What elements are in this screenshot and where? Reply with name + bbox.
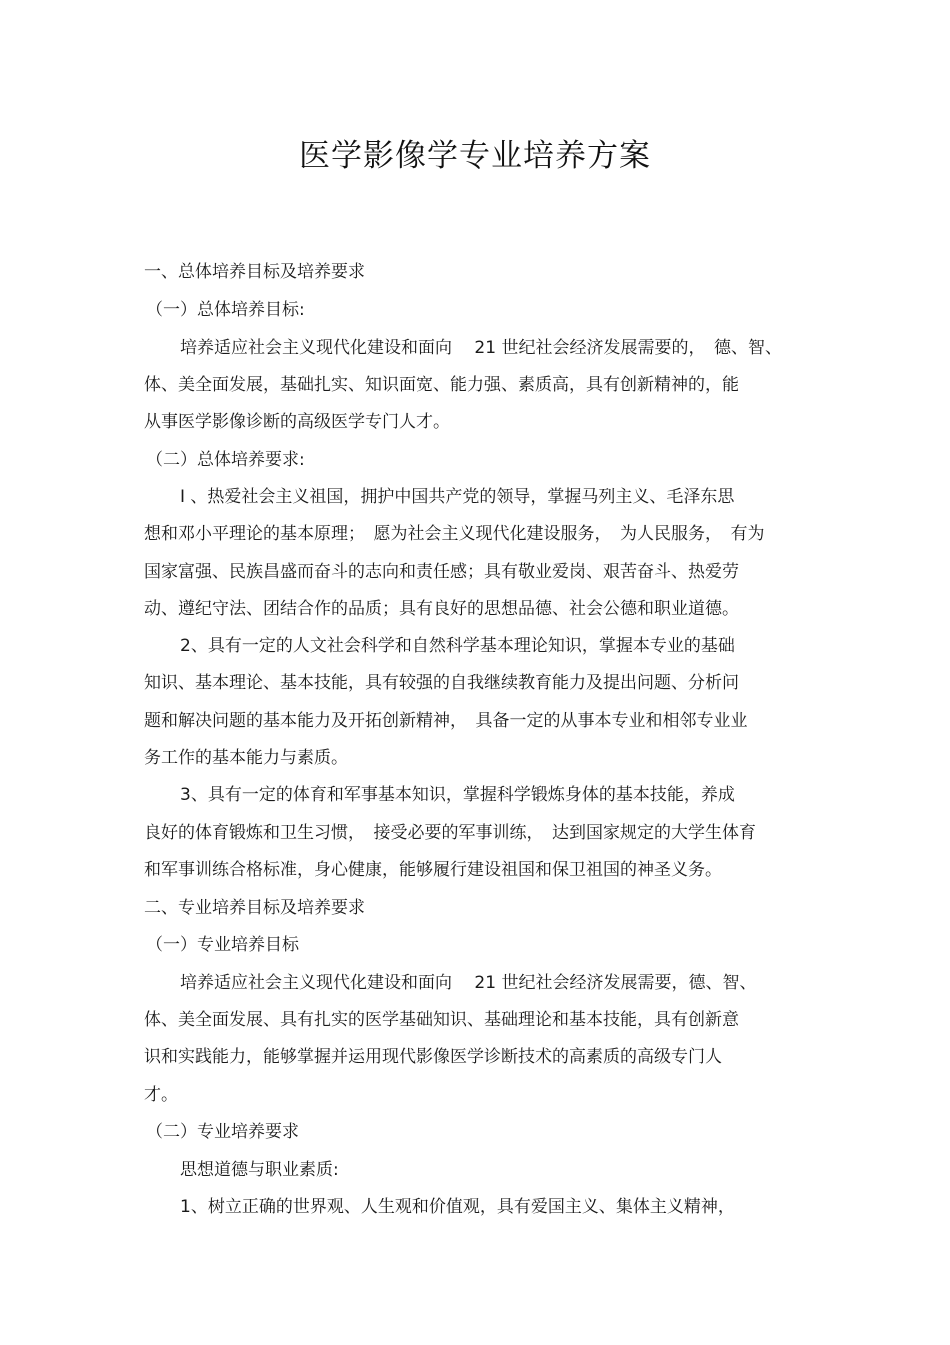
paragraph-line: 和军事训练合格标准，身心健康，能够履行建设祖国和保卫祖国的神圣义务。 bbox=[144, 860, 722, 880]
subsection-heading: （二）总体培养要求: bbox=[146, 450, 305, 470]
paragraph-line: 才。 bbox=[144, 1085, 178, 1105]
paragraph-line: 1、树立正确的世界观、人生观和价值观，具有爱国主义、集体主义精神， bbox=[180, 1197, 735, 1217]
paragraph-line: 思想道德与职业素质: bbox=[180, 1160, 339, 1180]
paragraph-line: 题和解决问题的基本能力及开拓创新精神， 具备一定的从事本专业和相邻专业业 bbox=[144, 711, 748, 731]
paragraph-line: 识和实践能力，能够掌握并运用现代影像医学诊断技术的高素质的高级专门人 bbox=[144, 1047, 722, 1067]
section-heading: 一、总体培养目标及培养要求 bbox=[144, 262, 365, 282]
paragraph-line: 3、具有一定的体育和军事基本知识，掌握科学锻炼身体的基本技能，养成 bbox=[180, 785, 735, 805]
subsection-heading: （一）总体培养目标: bbox=[146, 300, 305, 320]
section-heading: 二、专业培养目标及培养要求 bbox=[144, 898, 365, 918]
subsection-heading: （二）专业培养要求 bbox=[146, 1122, 299, 1142]
paragraph-line: 务工作的基本能力与素质。 bbox=[144, 748, 348, 768]
subsection-heading: （一）专业培养目标 bbox=[146, 935, 299, 955]
paragraph-line: 想和邓小平理论的基本原理； 愿为社会主义现代化建设服务， 为人民服务， 有为 bbox=[144, 524, 765, 544]
paragraph-line: 2、具有一定的人文社会科学和自然科学基本理论知识，掌握本专业的基础 bbox=[180, 636, 735, 656]
page-title: 医学影像学专业培养方案 bbox=[299, 138, 651, 174]
paragraph-line: 培养适应社会主义现代化建设和面向 21 世纪社会经济发展需要的， 德、智、 bbox=[180, 338, 782, 358]
paragraph-line: 动、遵纪守法、团结合作的品质；具有良好的思想品德、社会公德和职业道德。 bbox=[144, 599, 739, 619]
paragraph-line: 体、美全面发展、具有扎实的医学基础知识、基础理论和基本技能，具有创新意 bbox=[144, 1010, 739, 1030]
paragraph-line: 体、美全面发展，基础扎实、知识面宽、能力强、素质高，具有创新精神的，能 bbox=[144, 375, 739, 395]
paragraph-line: 知识、基本理论、基本技能，具有较强的自我继续教育能力及提出问题、分析问 bbox=[144, 673, 739, 693]
paragraph-line: 培养适应社会主义现代化建设和面向 21 世纪社会经济发展需要，德、智、 bbox=[180, 973, 757, 993]
paragraph-line: 从事医学影像诊断的高级医学专门人才。 bbox=[144, 412, 450, 432]
paragraph-line: 良好的体育锻炼和卫生习惯， 接受必要的军事训练， 达到国家规定的大学生体育 bbox=[144, 823, 756, 843]
paragraph-line: 国家富强、民族昌盛而奋斗的志向和责任感；具有敬业爱岗、艰苦奋斗、热爱劳 bbox=[144, 562, 739, 582]
paragraph-line: I 、热爱社会主义祖国，拥护中国共产党的领导，掌握马列主义、毛泽东思 bbox=[180, 487, 735, 507]
